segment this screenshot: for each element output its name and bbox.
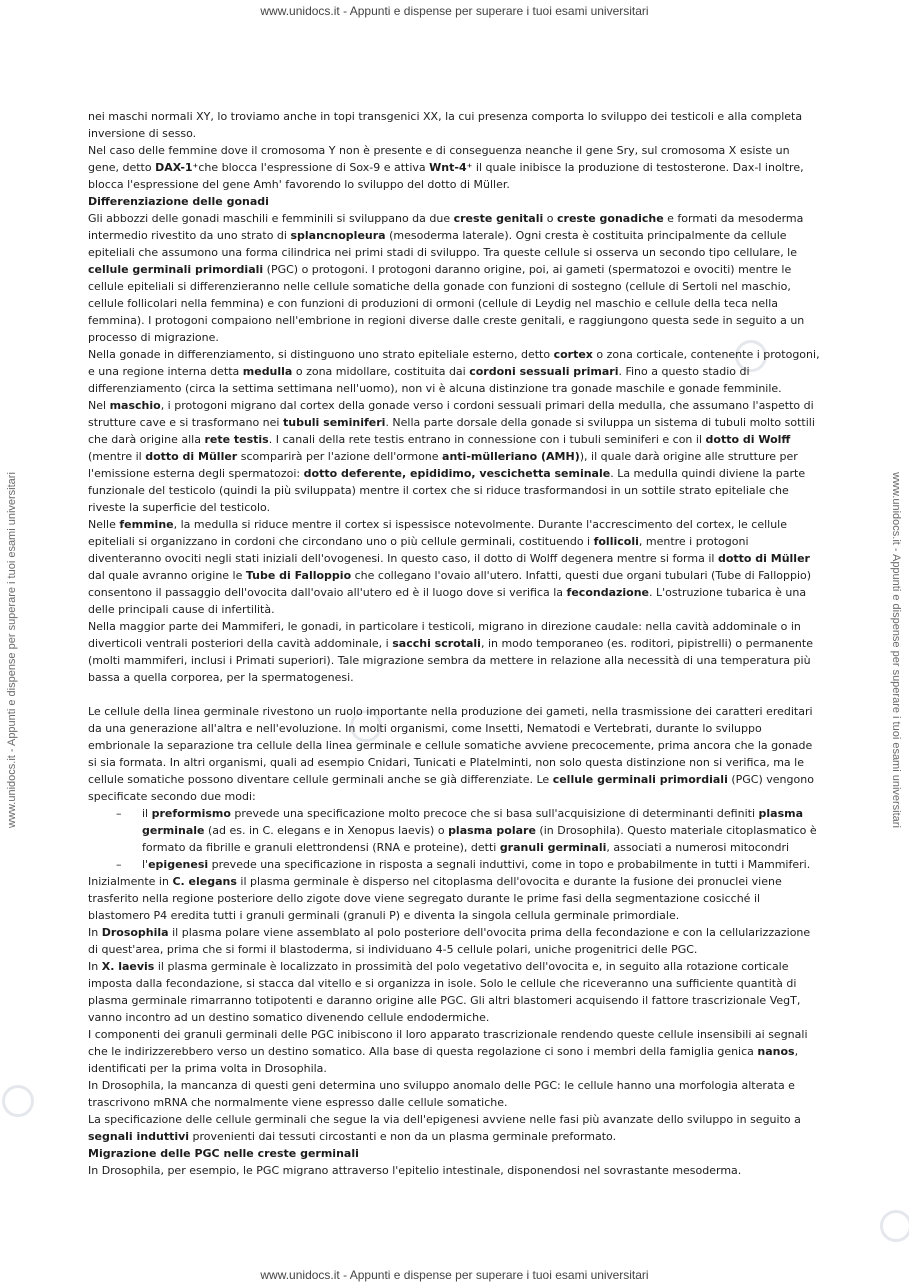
paragraph: Nelle femmine, la medulla si riduce mentre il cortex si ispessisce notevolmente. Durante l'accrescimento del cortex, le cellule epiteliali si organizzano in cordoni che circondano uno o più cellule germinali, costituendo i follicoli, mentre i protogoni diventeranno ovociti negli stati iniziali dell'ovogenesi. In questo caso, il dotto di Wolff degenera mentre si forma il dotto di Müller dal quale avranno origine le Tube di Falloppio che collegano l'ovaio all'utero. Infatti, questi due organi tubulari (Tube di Falloppio) consentono il passaggio dell'ovocita dall'ovaio all'utero ed è il luogo dove si verifica la fecondazione. L'ostruzione tubarica è una delle principali cause di infertilità. bbox=[88, 518, 812, 616]
paragraph: Nella gonade in differenziamento, si distinguono uno strato epiteliale esterno, detto cortex o zona corticale, contenente i protogoni, e una regione interna detta medulla o zona midollare, costituita dai cordoni sessuali primari. Fino a questo stadio di differenziamento (circa la settima settimana nell'uomo), non vi è alcuna distinzione tra gonade maschile e gonade femminile. bbox=[88, 348, 820, 395]
text: nei maschi normali XY, lo troviamo anche in topi transgenici XX, la cui presenza comporta lo sviluppo dei testicoli e alla completa inversione di sesso. bbox=[88, 110, 803, 140]
section-heading: Migrazione delle PGC nelle creste germinali bbox=[88, 1147, 359, 1160]
paragraph: In Drosophila, per esempio, le PGC migrano attraverso l'epitelio intestinale, disponendosi nel sovrastante mesoderma. bbox=[88, 1164, 742, 1177]
paragraph: Le cellule della linea germinale rivestono un ruolo importante nella produzione dei gameti, nella trasmissione dei caratteri ereditari da una generazione all'altra e nell'evoluzione. In molti organismi, come Insetti, Nematodi e Vertebrati, durante lo sviluppo embrionale la separazione tra cellule della linea germinale e cellule somatiche avviene precocemente, prima ancora che la gonade si sia formata. In altri organismi, quali ad esempio Cnidari, Tunicati e Platelminti, non solo questa distinzione non si verifica, ma le cellule somatiche possono diventare cellule germinali anche se già differenziate. Le cellule germinali primordiali (PGC) vengono specificate secondo due modi: bbox=[88, 705, 814, 803]
gene-name: DAX-1⁺ bbox=[155, 161, 199, 174]
section-heading: Differenziazione delle gonadi bbox=[88, 195, 269, 208]
document-body bbox=[88, 108, 820, 1179]
bullet-list bbox=[88, 805, 820, 873]
paragraph: Nella maggior parte dei Mammiferi, le gonadi, in particolare i testicoli, migrano in direzione caudale: nella cavità addominale o in diverticoli ventrali posteriori della cavità addominale, i sacchi scrotali, in modo temporaneo (es. roditori, pipistrelli) o permanente (molti mammiferi, inclusi i Primati superiori). Tale migrazione sembra da mettere in relazione alla necessità di una temperatura più bassa a quella corporea, per la spermatogenesi. bbox=[88, 620, 813, 684]
list-item: – l'epigenesi prevede una specificazione in risposta a segnali induttivi, come in topo e probabilmente in tutti i Mammiferi. bbox=[88, 856, 820, 873]
list-item: – il preformismo prevede una specificazione molto precoce che si basa sull'acquisizione di determinanti definiti plasma germinale (ad es. in C. elegans e in Xenopus laevis) o plasma polare (in Drosophila). Questo materiale citoplasmatico è formato da fibrille e granuli elettrondensi (RNA e proteine), detti granuli germinali, associati a numerosi mitocondri bbox=[88, 805, 820, 856]
paragraph: I componenti dei granuli germinali delle PGC inibiscono il loro apparato trascrizionale rendendo queste cellule insensibili ai segnali che le indirizzerebbero verso un destino somatico. Alla base di questa regolazione ci sono i membri della famiglia genica nanos, identificati per la prima volta in Drosophila. bbox=[88, 1028, 808, 1075]
right-side-watermark: www.unidocs.it - Appunti e dispense per superare i tuoi esami universitari bbox=[890, 472, 902, 828]
paragraph: Gli abbozzi delle gonadi maschili e femminili si sviluppano da due creste genitali o creste gonadiche e formati da mesoderma intermedio rivestito da uno strato di splancnopleura (mesoderma laterale). Ogni cresta è costituita principalmente da cellule epiteliali che assumono una forma cilindrica nei primi stadi di sviluppo. Tra queste cellule si osserva un secondo tipo cellulare, le cellule germinali primordiali (PGC) o protogoni. I protogoni daranno origine, poi, ai gameti (spermatozoi e ovociti) mentre le cellule epiteliali si differenzieranno nelle cellule somatiche della gonade con funzioni di sostegno (cellule di Sertoli nel maschio, cellule follicolari nella femmina) e con funzioni di produzioni di ormoni (cellule di Leydig nel maschio e cellule della teca nella femmina). I protogoni compaiono nell'embrione in regioni diverse dalle creste genitali, e raggiungono questa sede in seguito a un processo di migrazione. bbox=[88, 212, 805, 344]
watermark-logo-icon bbox=[2, 1085, 34, 1117]
header-watermark: www.unidocs.it - Appunti e dispense per superare i tuoi esami universitari bbox=[260, 4, 649, 18]
paragraph: Inizialmente in C. elegans il plasma germinale è disperso nel citoplasma dell'ovocita e durante la fusione dei pronuclei viene trasferito nella regione posteriore dello zigote dove viene segregato durante le prime fasi della segmentazione cosicché il blastomero P4 eredita tutti i granuli germinali (granuli P) e diventa la singola cellula germinale primordiale. bbox=[88, 875, 782, 922]
gene-name: Wnt-4⁺ bbox=[429, 161, 473, 174]
paragraph: In X. laevis il plasma germinale è localizzato in prossimità del polo vegetativo dell'ovocita e, in seguito alla rotazione corticale imposta dalla fecondazione, si stacca dal vitello e si organizza in isole. Solo le cellule che riceveranno una sufficiente quantità di plasma germinale rimarranno totipotenti e daranno origine alle PGC. Gli altri blastomeri acquisendo il fattore trascrizionale VegT, vanno incontro ad un destino somatico divenendo cellule endodermiche. bbox=[88, 960, 801, 1024]
left-side-watermark: www.unidocs.it - Appunti e dispense per superare i tuoi esami universitari bbox=[6, 472, 18, 828]
paragraph bbox=[88, 108, 820, 142]
watermark-logo-icon bbox=[880, 1210, 909, 1242]
paragraph: In Drosophila il plasma polare viene assemblato al polo posteriore dell'ovocita prima della fecondazione e con la cellularizzazione di quest'area, prima che si formi il blastoderma, si individuano 4-5 cellule polari, uniche progenitrici delle PGC. bbox=[88, 926, 811, 956]
paragraph: Nel caso delle femmine dove il cromosoma Y non è presente e di conseguenza neanche il gene Sry, sul cromosoma X esiste un gene, detto DAX-1⁺che blocca l'espressione di Sox-9 e attiva Wnt-4⁺ il quale inibisce la produzione di testosterone. Dax-l inoltre, blocca l'espressione del gene Amh' favorendo lo sviluppo del dotto di Müller. bbox=[88, 144, 804, 191]
paragraph: In Drosophila, la mancanza di questi geni determina uno sviluppo anomalo delle PGC: le cellule hanno una morfologia alterata e trascrivono mRNA che normalmente viene espresso dalle cellule somatiche. bbox=[88, 1079, 795, 1109]
paragraph: La specificazione delle cellule germinali che segue la via dell'epigenesi avviene nelle fasi più avanzate dello sviluppo in seguito a segnali induttivi provenienti dai tessuti circostanti e non da un plasma germinale preformato. bbox=[88, 1113, 801, 1143]
footer-watermark: www.unidocs.it - Appunti e dispense per superare i tuoi esami universitari bbox=[260, 1268, 649, 1282]
paragraph: Nel maschio, i protogoni migrano dal cortex della gonade verso i cordoni sessuali primari della medulla, che assumano l'aspetto di strutture cave e si trasformano nei tubuli seminiferi. Nella parte dorsale della gonade si sviluppa un sistema di tubuli molto sottili che darà origine alla rete testis. I canali della rete testis entrano in connessione con i tubuli seminiferi e con il dotto di Wolff (mentre il dotto di Müller scomparirà per l'azione dell'ormone anti-mülleriano (AMH)), il quale darà origine alle strutture per l'emissione esterna degli spermatozoi: dotto deferente, epididimo, vescichetta seminale. La medulla quindi diviene la parte funzionale del testicolo (quindi la più sviluppata) mentre il cortex che si riduce trasformandosi in un sottile strato epiteliale che riveste la superficie del testicolo. bbox=[88, 399, 815, 514]
